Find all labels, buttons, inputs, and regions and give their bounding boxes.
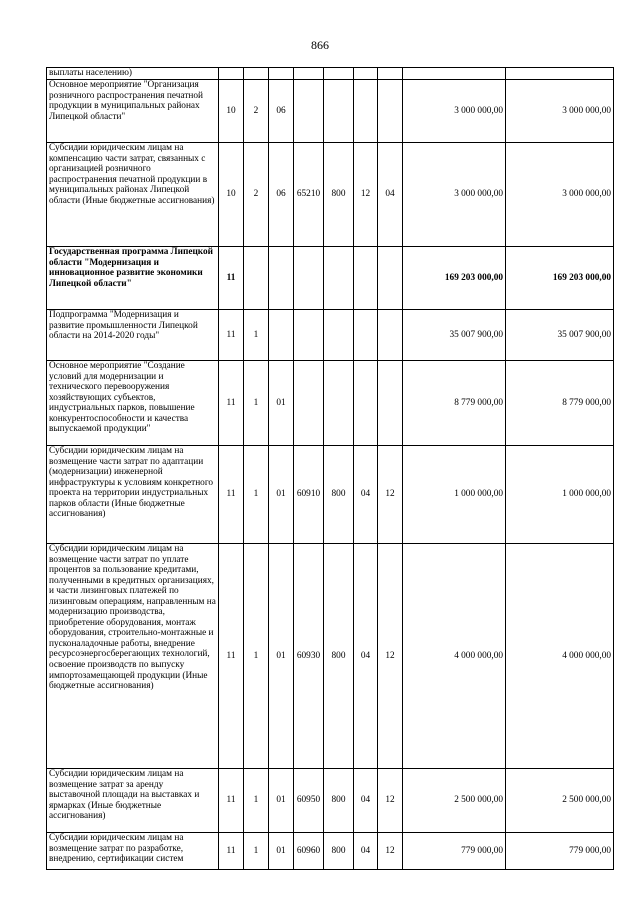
row-name-cell: Субсидии юридическим лицам на возмещение затрат по разработке, внедрению, сертификации систем: [47, 833, 219, 870]
code-cell: [294, 80, 324, 143]
code-cell: 01: [269, 833, 294, 870]
code-cell: [324, 247, 354, 310]
code-cell: 01: [269, 544, 294, 769]
code-cell: [269, 247, 294, 310]
code-cell: 65210: [294, 143, 324, 247]
table-row: [47, 80, 614, 143]
amount-cell: 35 007 900,00: [506, 310, 614, 361]
code-cell: [378, 310, 403, 361]
row-name-cell: Субсидии юридическим лицам на компенсацию части затрат, связанных с организацией розничного распространения печатной продукции в муниципальных районах Липецкой области (Иные бюджетные ассигнования): [47, 143, 219, 247]
code-cell: 01: [269, 446, 294, 544]
code-cell: [378, 80, 403, 143]
code-cell: [294, 361, 324, 446]
code-cell: 800: [324, 769, 354, 833]
code-cell: 1: [244, 310, 269, 361]
amount-cell: 8 779 000,00: [403, 361, 506, 446]
code-cell: [354, 310, 378, 361]
row-name-cell: Подпрограмма "Модернизация и развитие промышленности Липецкой области на 2014-2020 годы": [47, 310, 219, 361]
code-cell: 06: [269, 143, 294, 247]
code-cell: 1: [244, 769, 269, 833]
amount-cell: 1 000 000,00: [506, 446, 614, 544]
row-name-cell: Государственная программа Липецкой области "Модернизация и инновационное развитие экономики Липецкой области": [47, 247, 219, 310]
code-cell: 11: [219, 833, 244, 870]
code-cell: 1: [244, 544, 269, 769]
row-name-cell: Основное мероприятие "Создание условий для модернизации и технического перевооружения хозяйствующих субъектов, индустриальных парков, повышение конкурентоспособности и качества выпускаемой продукции": [47, 361, 219, 446]
page-number: 866: [311, 38, 329, 52]
code-cell: [354, 361, 378, 446]
code-cell: 04: [354, 833, 378, 870]
code-cell: [324, 310, 354, 361]
code-cell: 01: [269, 769, 294, 833]
row-name-cell: выплаты населению): [47, 68, 219, 80]
amount-cell: 169 203 000,00: [506, 247, 614, 310]
amount-cell: [506, 68, 614, 80]
table-row: [47, 310, 614, 361]
amount-cell: 779 000,00: [403, 833, 506, 870]
code-cell: [244, 247, 269, 310]
code-cell: 1: [244, 361, 269, 446]
code-cell: [354, 68, 378, 80]
table-row: [47, 833, 614, 870]
amount-cell: 3 000 000,00: [506, 80, 614, 143]
amount-cell: 35 007 900,00: [403, 310, 506, 361]
amount-cell: 1 000 000,00: [403, 446, 506, 544]
code-cell: [294, 68, 324, 80]
code-cell: 2: [244, 143, 269, 247]
code-cell: [324, 361, 354, 446]
code-cell: 12: [378, 446, 403, 544]
table-row: [47, 446, 614, 544]
amount-cell: 3 000 000,00: [403, 80, 506, 143]
code-cell: 11: [219, 769, 244, 833]
code-cell: [324, 68, 354, 80]
row-name-cell: Субсидии юридическим лицам на возмещение части затрат по уплате процентов за пользование кредитами, полученными в кредитных организациях, и части лизинговых платежей по лизинговым операциям, направленным на модернизацию производства, приобретение оборудования, монтаж оборудования, строительно-монтажные и пусконаладочные работы, внедрение ресурсоэнергосберегающих технологий, освоение производств по выпуску импортозамещающей продукции (Иные бюджетные ассигнования): [47, 544, 219, 769]
code-cell: [294, 310, 324, 361]
code-cell: 12: [354, 143, 378, 247]
row-name-cell: Субсидии юридическим лицам на возмещение затрат за аренду выставочной площади на выставках и ярмарках (Иные бюджетные ассигнования): [47, 769, 219, 833]
code-cell: [294, 247, 324, 310]
row-name-cell: Субсидии юридическим лицам на возмещение части затрат по адаптации (модернизации) инженерной инфраструктуры к условиям конкретного проекта на территории индустриальных парков области (Иные бюджетные ассигнования): [47, 446, 219, 544]
code-cell: 800: [324, 544, 354, 769]
code-cell: 11: [219, 310, 244, 361]
code-cell: 800: [324, 833, 354, 870]
code-cell: 11: [219, 361, 244, 446]
code-cell: [269, 68, 294, 80]
code-cell: 04: [354, 446, 378, 544]
code-cell: 11: [219, 544, 244, 769]
row-name-cell: Основное мероприятие "Организация розничного распространения печатной продукции в муниципальных районах Липецкой области": [47, 80, 219, 143]
code-cell: [244, 68, 269, 80]
table-row: [47, 544, 614, 769]
code-cell: 1: [244, 446, 269, 544]
table-row: [47, 68, 614, 80]
amount-cell: 3 000 000,00: [506, 143, 614, 247]
code-cell: 12: [378, 769, 403, 833]
amount-cell: 2 500 000,00: [403, 769, 506, 833]
code-cell: [378, 361, 403, 446]
amount-cell: 2 500 000,00: [506, 769, 614, 833]
code-cell: 10: [219, 143, 244, 247]
table-row: [47, 143, 614, 247]
code-cell: 60960: [294, 833, 324, 870]
code-cell: 12: [378, 544, 403, 769]
table-row: [47, 769, 614, 833]
amount-cell: 779 000,00: [506, 833, 614, 870]
code-cell: [378, 68, 403, 80]
code-cell: [219, 68, 244, 80]
code-cell: 2: [244, 80, 269, 143]
amount-cell: 3 000 000,00: [403, 143, 506, 247]
code-cell: [354, 80, 378, 143]
budget-table: [46, 67, 614, 870]
code-cell: 1: [244, 833, 269, 870]
table-row: [47, 361, 614, 446]
amount-cell: 169 203 000,00: [403, 247, 506, 310]
code-cell: 60910: [294, 446, 324, 544]
code-cell: 01: [269, 361, 294, 446]
code-cell: 800: [324, 143, 354, 247]
amount-cell: [403, 68, 506, 80]
code-cell: 12: [378, 833, 403, 870]
code-cell: 800: [324, 446, 354, 544]
code-cell: 04: [378, 143, 403, 247]
code-cell: 06: [269, 80, 294, 143]
code-cell: 11: [219, 247, 244, 310]
table-row: [47, 247, 614, 310]
code-cell: 60950: [294, 769, 324, 833]
amount-cell: 4 000 000,00: [506, 544, 614, 769]
code-cell: [269, 310, 294, 361]
code-cell: 60930: [294, 544, 324, 769]
code-cell: 11: [219, 446, 244, 544]
amount-cell: 8 779 000,00: [506, 361, 614, 446]
code-cell: [324, 80, 354, 143]
code-cell: 10: [219, 80, 244, 143]
code-cell: [354, 247, 378, 310]
code-cell: 04: [354, 544, 378, 769]
code-cell: [378, 247, 403, 310]
code-cell: 04: [354, 769, 378, 833]
amount-cell: 4 000 000,00: [403, 544, 506, 769]
